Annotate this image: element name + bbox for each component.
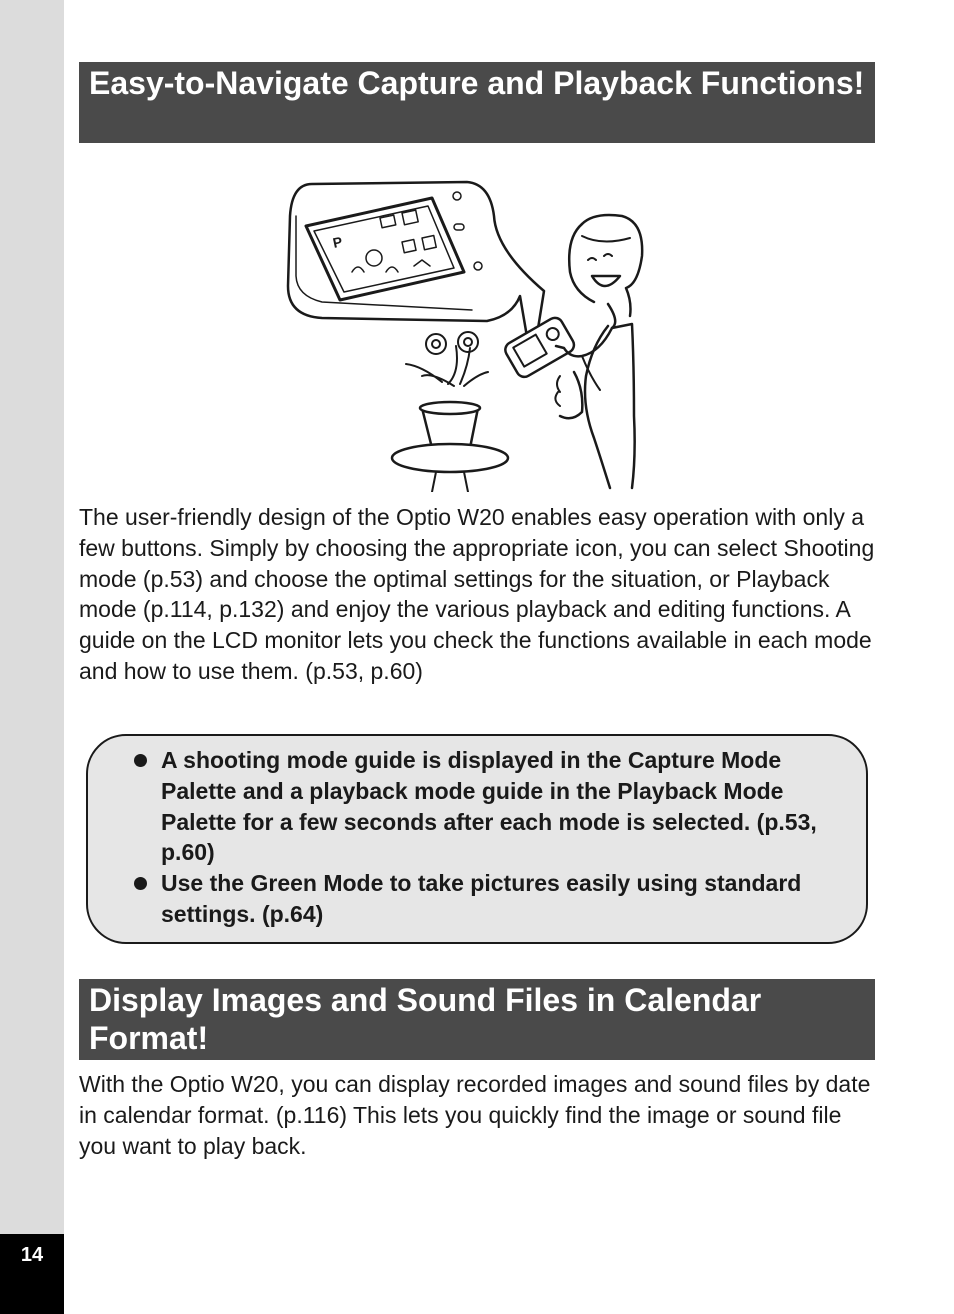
bullet-icon [134, 754, 147, 767]
page-tab [0, 1234, 64, 1314]
section1-body: The user-friendly design of the Optio W20 enables easy operation with only a few buttons. Simply by choosing the appropriate icon, you can select Shooting mode (p.53) and choose the optimal settings for the situation, or Playback mode (p.114, p.132) and enjoy the various playback and editing functions. A guide on the LCD monitor lets you check the functions available in each mode and how to use them. (p.53, p.60) [79, 504, 875, 684]
woman-with-camera-and-flower-illustration [282, 176, 674, 492]
note-list [134, 745, 834, 930]
section-title-capture-playback: Easy-to-Navigate Capture and Playback Functions! [79, 62, 875, 143]
bullet-icon [134, 877, 147, 890]
page-number: 14 [20, 1244, 44, 1266]
camera-screen-letter: P [331, 233, 344, 251]
note-text: Use the Green Mode to take pictures easily using standard settings. (p.64) [161, 870, 802, 927]
note-box [86, 734, 868, 944]
note-text: A shooting mode guide is displayed in the Capture Mode Palette and a playback mode guide in the Playback Mode Palette for a few seconds after each mode is selected. (p.53, p.60) [161, 747, 817, 866]
note-item [134, 745, 834, 868]
section-title-calendar: Display Images and Sound Files in Calendar Format! [79, 979, 875, 1060]
section2-body: With the Optio W20, you can display recorded images and sound files by date in calendar format. (p.116) This lets you quickly find the image or sound file you want to play back. [79, 1071, 871, 1159]
note-item [134, 868, 834, 930]
side-strip [0, 0, 64, 1314]
